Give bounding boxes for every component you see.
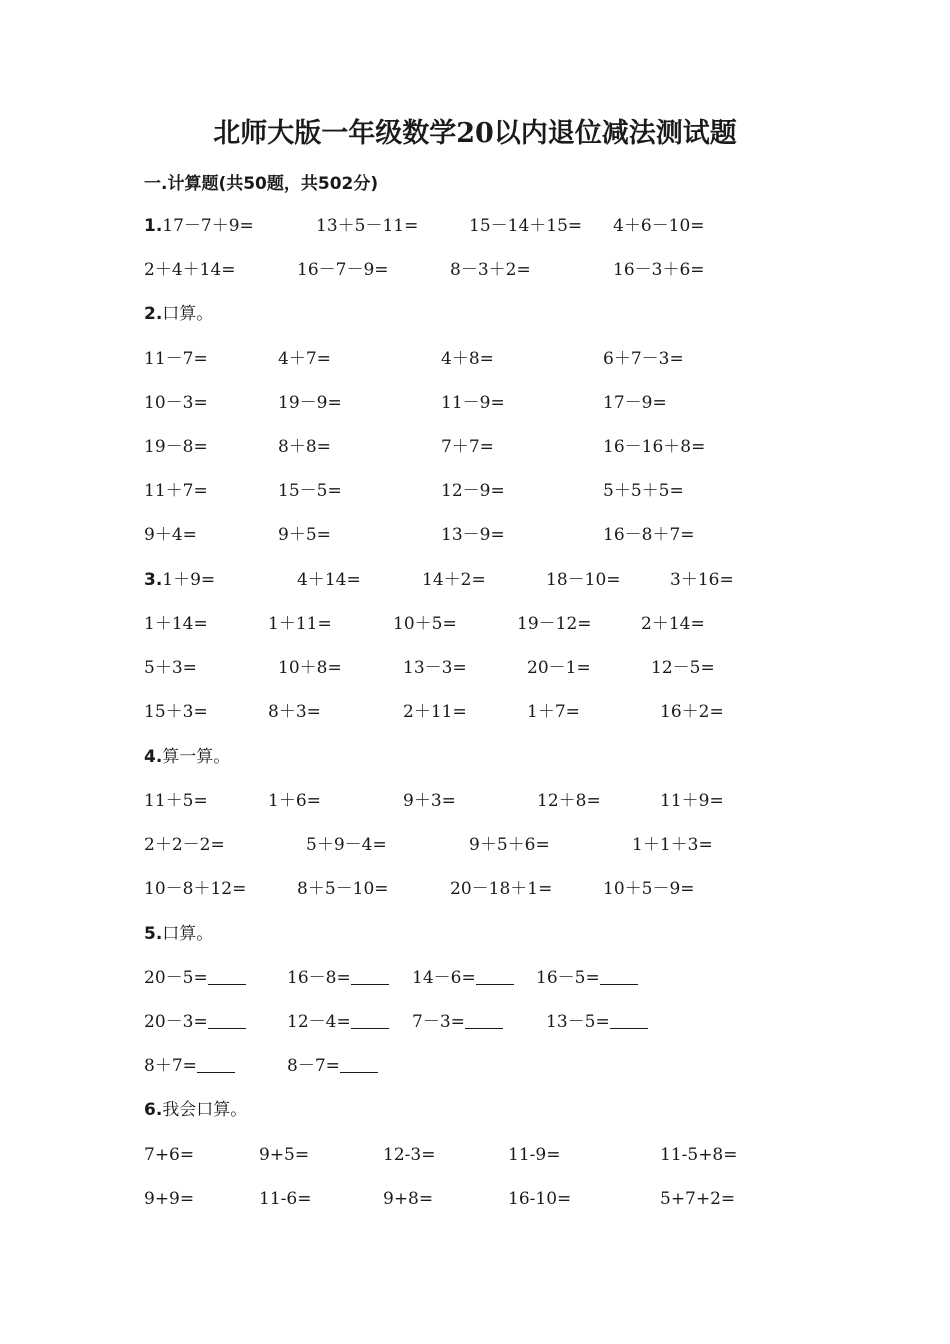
- problem-expression: 17－7＋9=: [162, 216, 254, 236]
- math-problem: [287, 1011, 389, 1033]
- math-problem: [306, 834, 387, 856]
- question-3-row: [0, 701, 950, 723]
- question-6-header: [144, 1099, 247, 1121]
- problem-expression: 9+5=: [259, 1145, 310, 1165]
- question-prompt: 我会口算。: [162, 1100, 248, 1120]
- math-problem: [660, 1188, 735, 1210]
- math-problem: [144, 215, 254, 237]
- math-problem: [450, 259, 531, 281]
- math-problem: [287, 1055, 378, 1077]
- problem-expression: 11－7=: [144, 349, 208, 369]
- answer-blank[interactable]: [351, 968, 389, 985]
- answer-blank[interactable]: [208, 968, 246, 985]
- problem-expression: 17－9=: [603, 393, 667, 413]
- math-problem: [670, 569, 734, 591]
- math-problem: [412, 967, 514, 989]
- problem-expression: 1＋7=: [527, 702, 580, 722]
- question-1-row: [0, 215, 950, 237]
- math-problem: [278, 480, 342, 502]
- problem-expression: 3＋16=: [670, 570, 734, 590]
- question-2-row: [0, 436, 950, 458]
- question-6-row: [0, 1144, 950, 1166]
- problem-expression: 8－3＋2=: [450, 260, 531, 280]
- question-number: 1.: [144, 216, 163, 236]
- math-problem: [144, 878, 246, 900]
- problem-expression: 16－8=: [287, 968, 351, 988]
- math-problem: [144, 613, 208, 635]
- problem-expression: 5＋9－4=: [306, 835, 387, 855]
- question-4-row: [0, 790, 950, 812]
- answer-blank[interactable]: [465, 1012, 503, 1029]
- problem-expression: 13－9=: [441, 525, 505, 545]
- math-problem: [632, 834, 713, 856]
- math-problem: [641, 613, 705, 635]
- problem-expression: 20－5=: [144, 968, 208, 988]
- problem-expression: 12－9=: [441, 481, 505, 501]
- math-problem: [383, 1188, 433, 1210]
- question-number: 2.: [144, 304, 163, 324]
- math-problem: [383, 1144, 435, 1166]
- problem-expression: 15－14＋15=: [469, 216, 583, 236]
- problem-expression: 10－3=: [144, 393, 208, 413]
- math-problem: [603, 480, 684, 502]
- problem-expression: 7－3=: [412, 1012, 465, 1032]
- answer-blank[interactable]: [208, 1012, 246, 1029]
- problem-expression: 14＋2=: [422, 570, 486, 590]
- question-5-row: [0, 1011, 950, 1033]
- math-problem: [603, 392, 667, 414]
- problem-expression: 19－9=: [278, 393, 342, 413]
- math-problem: [297, 878, 389, 900]
- section-header: 一.计算题(共50题，共502分): [144, 174, 379, 194]
- problem-expression: 13－5=: [546, 1012, 610, 1032]
- problem-expression: 9+8=: [383, 1189, 434, 1209]
- question-2-header: [144, 303, 213, 325]
- math-problem: [603, 878, 695, 900]
- math-problem: [144, 524, 197, 546]
- problem-expression: 2＋4＋14=: [144, 260, 236, 280]
- math-problem: [259, 1144, 309, 1166]
- math-problem: [144, 480, 208, 502]
- math-problem: [393, 613, 457, 635]
- problem-expression: 15－5=: [278, 481, 342, 501]
- math-problem: [403, 701, 467, 723]
- problem-expression: 1＋6=: [268, 791, 321, 811]
- problem-expression: 20－3=: [144, 1012, 208, 1032]
- math-problem: [144, 392, 208, 414]
- question-prompt: 口算。: [162, 304, 214, 324]
- problem-expression: 16－16＋8=: [603, 437, 706, 457]
- math-problem: [259, 1188, 311, 1210]
- problem-expression: 19－12=: [517, 614, 592, 634]
- math-problem: [441, 392, 505, 414]
- question-number: 5.: [144, 924, 163, 944]
- question-2-row: [0, 524, 950, 546]
- problem-expression: 16＋2=: [660, 702, 724, 722]
- math-problem: [144, 1055, 235, 1077]
- math-problem: [268, 790, 321, 812]
- math-problem: [403, 657, 467, 679]
- question-4-row: [0, 834, 950, 856]
- math-problem: [469, 834, 550, 856]
- problem-expression: 13－3=: [403, 658, 467, 678]
- question-4-row: [0, 878, 950, 900]
- problem-expression: 4＋6－10=: [613, 216, 705, 236]
- math-problem: [508, 1144, 560, 1166]
- math-problem: [144, 701, 208, 723]
- problem-expression: 5+7+2=: [660, 1189, 736, 1209]
- answer-blank[interactable]: [610, 1012, 648, 1029]
- problem-expression: 1＋14=: [144, 614, 208, 634]
- problem-expression: 4＋8=: [441, 349, 494, 369]
- problem-expression: 5＋3=: [144, 658, 197, 678]
- problem-expression: 16-10=: [508, 1189, 572, 1209]
- math-problem: [517, 613, 592, 635]
- problem-expression: 11-6=: [259, 1189, 312, 1209]
- problem-expression: 19－8=: [144, 437, 208, 457]
- problem-expression: 20－1=: [527, 658, 591, 678]
- question-1-row: [0, 259, 950, 281]
- problem-expression: 15＋3=: [144, 702, 208, 722]
- problem-expression: 16－5=: [536, 968, 600, 988]
- math-problem: [278, 436, 331, 458]
- problem-expression: 14－6=: [412, 968, 476, 988]
- math-problem: [441, 436, 494, 458]
- answer-blank[interactable]: [476, 968, 514, 985]
- problem-expression: 12-3=: [383, 1145, 436, 1165]
- problem-expression: 20－18＋1=: [450, 879, 553, 899]
- math-problem: [613, 259, 705, 281]
- problem-expression: 8＋7=: [144, 1056, 197, 1076]
- problem-expression: 18－10=: [546, 570, 621, 590]
- math-problem: [278, 348, 331, 370]
- math-problem: [403, 790, 456, 812]
- question-6-row: [0, 1188, 950, 1210]
- math-problem: [603, 436, 705, 458]
- problem-expression: 11－9=: [441, 393, 505, 413]
- problem-expression: 11-9=: [508, 1145, 561, 1165]
- question-2-row: [0, 392, 950, 414]
- problem-expression: 16－7－9=: [297, 260, 389, 280]
- problem-expression: 12－4=: [287, 1012, 351, 1032]
- problem-expression: 10＋5=: [393, 614, 457, 634]
- problem-expression: 10＋5－9=: [603, 879, 695, 899]
- problem-expression: 9+9=: [144, 1189, 195, 1209]
- math-problem: [603, 348, 684, 370]
- math-problem: [546, 1011, 648, 1033]
- question-number: 6.: [144, 1100, 163, 1120]
- math-problem: [613, 215, 705, 237]
- math-problem: [508, 1188, 571, 1210]
- problem-expression: 12＋8=: [537, 791, 601, 811]
- math-problem: [441, 480, 505, 502]
- question-4-header: [144, 746, 230, 768]
- math-problem: [603, 524, 695, 546]
- problem-expression: 1＋11=: [268, 614, 332, 634]
- problem-expression: 2＋2－2=: [144, 835, 225, 855]
- problem-expression: 16－3＋6=: [613, 260, 705, 280]
- question-number: 4.: [144, 747, 163, 767]
- problem-expression: 11＋7=: [144, 481, 208, 501]
- math-problem: [278, 524, 331, 546]
- math-problem: [297, 569, 361, 591]
- math-problem: [660, 1144, 738, 1166]
- answer-blank[interactable]: [600, 968, 638, 985]
- answer-blank[interactable]: [340, 1056, 378, 1073]
- problem-expression: 2＋14=: [641, 614, 705, 634]
- math-problem: [527, 657, 591, 679]
- math-problem: [144, 790, 208, 812]
- math-problem: [144, 1144, 194, 1166]
- problem-expression: 9＋3=: [403, 791, 456, 811]
- math-problem: [144, 1011, 246, 1033]
- math-problem: [651, 657, 715, 679]
- problem-expression: 2＋11=: [403, 702, 467, 722]
- problem-expression: 4＋7=: [278, 349, 331, 369]
- math-problem: [469, 215, 582, 237]
- math-problem: [144, 259, 236, 281]
- problem-expression: 16－8＋7=: [603, 525, 695, 545]
- question-3-row: [0, 657, 950, 679]
- problem-expression: 1＋1＋3=: [632, 835, 713, 855]
- math-problem: [268, 701, 321, 723]
- answer-blank[interactable]: [197, 1056, 235, 1073]
- math-problem: [144, 657, 197, 679]
- math-problem: [144, 348, 208, 370]
- math-problem: [537, 790, 601, 812]
- page-title: 北师大版一年级数学20以内退位减法测试题: [213, 118, 737, 149]
- problem-expression: 12－5=: [651, 658, 715, 678]
- question-number: 3.: [144, 570, 163, 590]
- math-problem: [268, 613, 332, 635]
- problem-expression: 8＋5－10=: [297, 879, 389, 899]
- math-problem: [144, 569, 215, 591]
- math-problem: [527, 701, 580, 723]
- math-problem: [441, 524, 505, 546]
- math-problem: [287, 967, 389, 989]
- problem-expression: 11＋5=: [144, 791, 208, 811]
- problem-expression: 10－8＋12=: [144, 879, 247, 899]
- problem-expression: 4＋14=: [297, 570, 361, 590]
- math-problem: [546, 569, 621, 591]
- math-problem: [450, 878, 552, 900]
- problem-expression: 13＋5－11=: [316, 216, 419, 236]
- question-3-row: [0, 613, 950, 635]
- math-problem: [278, 392, 342, 414]
- problem-expression: 8＋3=: [268, 702, 321, 722]
- problem-expression: 10＋8=: [278, 658, 342, 678]
- math-problem: [316, 215, 418, 237]
- problem-expression: 6＋7－3=: [603, 349, 684, 369]
- problem-expression: 8＋8=: [278, 437, 331, 457]
- problem-expression: 9＋5=: [278, 525, 331, 545]
- math-problem: [144, 1188, 194, 1210]
- math-problem: [297, 259, 389, 281]
- math-problem: [422, 569, 486, 591]
- question-prompt: 口算。: [162, 924, 214, 944]
- question-5-header: [144, 923, 213, 945]
- problem-expression: 11-5+8=: [660, 1145, 738, 1165]
- question-prompt: 算一算。: [162, 747, 231, 767]
- math-problem: [144, 436, 208, 458]
- math-problem: [660, 701, 724, 723]
- problem-expression: 9＋4=: [144, 525, 197, 545]
- problem-expression: 9＋5＋6=: [469, 835, 550, 855]
- math-problem: [144, 834, 225, 856]
- question-2-row: [0, 480, 950, 502]
- math-problem: [441, 348, 494, 370]
- question-5-row: [0, 1055, 950, 1077]
- question-3-row: [0, 569, 950, 591]
- math-problem: [278, 657, 342, 679]
- problem-expression: 5＋5＋5=: [603, 481, 684, 501]
- problem-expression: 1＋9=: [162, 570, 216, 590]
- answer-blank[interactable]: [351, 1012, 389, 1029]
- math-problem: [144, 967, 246, 989]
- problem-expression: 7＋7=: [441, 437, 494, 457]
- problem-expression: 11＋9=: [660, 791, 724, 811]
- question-2-row: [0, 348, 950, 370]
- problem-expression: 8－7=: [287, 1056, 340, 1076]
- problem-expression: 7+6=: [144, 1145, 195, 1165]
- math-problem: [536, 967, 638, 989]
- math-problem: [660, 790, 724, 812]
- math-problem: [412, 1011, 503, 1033]
- question-5-row: [0, 967, 950, 989]
